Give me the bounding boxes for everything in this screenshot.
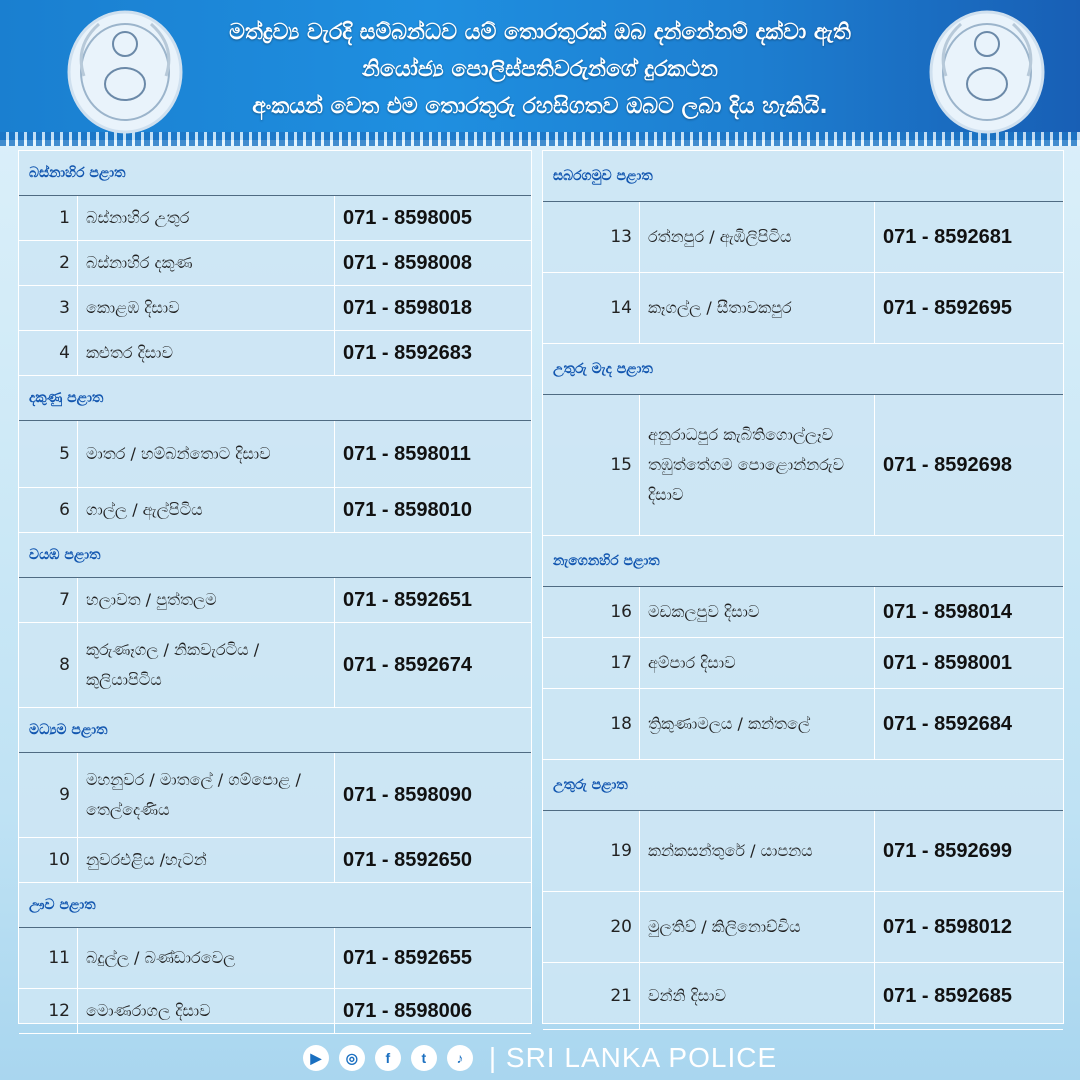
phone-number[interactable]: 071 - 8592683 — [343, 341, 473, 364]
row-number: 4 — [59, 343, 70, 363]
twitter-icon[interactable]: t — [411, 1045, 437, 1071]
phone-number[interactable]: 071 - 8598012 — [883, 915, 1013, 938]
table-row — [543, 587, 1063, 638]
region-title: වයඹ පළාත — [29, 547, 101, 563]
region-heading — [19, 376, 531, 421]
table-row — [543, 202, 1063, 273]
footer-bar — [0, 1036, 1080, 1080]
table-row — [543, 273, 1063, 344]
table-row — [19, 286, 531, 331]
division-name: මඩකලපුව දිසාව — [639, 587, 875, 637]
police-emblem-icon — [64, 6, 186, 134]
division-name: නුවරඑළිය /හැටන් — [77, 838, 335, 882]
row-number: 13 — [610, 227, 632, 247]
phone-number[interactable]: 071 - 8592685 — [883, 984, 1013, 1007]
division-name: කළුතර දිසාව — [77, 331, 335, 375]
row-number: 18 — [610, 714, 632, 734]
row-number: 11 — [48, 948, 70, 968]
division-name: කෑගල්ල / සීතාවකපුර — [639, 273, 875, 343]
contacts-panel-left — [18, 150, 532, 1024]
phone-number[interactable]: 071 - 8598011 — [343, 442, 471, 465]
region-heading — [19, 151, 531, 196]
table-row — [19, 196, 531, 241]
table-row — [19, 578, 531, 623]
phone-number[interactable]: 071 - 8592699 — [883, 839, 1013, 862]
region-title: නැගෙනහිර පළාත — [553, 553, 660, 569]
tiktok-icon[interactable]: ♪ — [447, 1045, 473, 1071]
phone-number[interactable]: 071 - 8592684 — [883, 712, 1013, 735]
header-divider — [0, 132, 1080, 146]
region-title: මධ්‍යම පළාත — [29, 722, 108, 738]
row-number: 1 — [59, 208, 70, 228]
phone-number[interactable]: 071 - 8598014 — [883, 600, 1013, 623]
contacts-panel-right — [542, 150, 1064, 1024]
division-name: මහනුවර / මාතලේ / ගම්පොළ / තෙල්දෙණිය — [77, 753, 335, 837]
table-row — [543, 395, 1063, 536]
region-title: උතුරු පළාත — [553, 777, 628, 793]
phone-number[interactable]: 071 - 8598008 — [343, 251, 473, 274]
row-number: 20 — [610, 917, 632, 937]
title-line: මත්ද්‍රව්‍ය වැරදි සම්බන්ධව යම් තොරතුරක් ඔබ දන්නේනම් දක්වා ඇති — [229, 20, 851, 45]
row-number: 12 — [48, 1001, 70, 1021]
row-number: 5 — [59, 444, 70, 464]
row-number: 7 — [59, 590, 70, 610]
row-number: 2 — [59, 253, 70, 273]
region-heading — [543, 151, 1063, 202]
row-number: 17 — [610, 653, 632, 673]
phone-number[interactable]: 071 - 8592651 — [343, 588, 473, 611]
row-number: 6 — [59, 500, 70, 520]
phone-number[interactable]: 071 - 8592681 — [883, 225, 1013, 248]
region-heading — [543, 760, 1063, 811]
table-row — [19, 753, 531, 838]
row-number: 3 — [59, 298, 70, 318]
row-number: 8 — [59, 655, 70, 675]
division-name: කුරුණෑගල / නිකවැරටිය / කුලියාපිටිය — [77, 623, 335, 707]
row-number: 10 — [48, 850, 70, 870]
table-row — [543, 689, 1063, 760]
table-row — [19, 421, 531, 488]
table-row — [19, 488, 531, 533]
row-number: 16 — [610, 602, 632, 622]
phone-number[interactable]: 071 - 8598001 — [883, 651, 1013, 674]
instagram-icon[interactable]: ◎ — [339, 1045, 365, 1071]
row-number: 9 — [59, 785, 70, 805]
phone-number[interactable]: 071 - 8592698 — [883, 453, 1013, 476]
table-row — [543, 963, 1063, 1030]
table-row — [19, 331, 531, 376]
region-heading — [19, 533, 531, 578]
division-name: මොණරාගල දිසාව — [77, 989, 335, 1033]
region-title: බස්නාහිර පළාත — [29, 165, 126, 181]
division-name: බස්නාහිර උතුර — [77, 196, 335, 240]
table-row — [19, 241, 531, 286]
phone-number[interactable]: 071 - 8598090 — [343, 783, 473, 806]
phone-number[interactable]: 071 - 8592674 — [343, 653, 473, 676]
division-name: අනුරාධපුර කැබිතිගොල්ලෑව තඹුත්තේගම පොළොන්නරුව දිසාව — [639, 395, 875, 535]
division-name: හලාවත / පුත්තලම — [77, 578, 335, 622]
region-title: සබරගමුව පළාත — [553, 168, 653, 184]
title-line: නියෝජ්‍ය පොලිස්පතිවරුන්ගේ දුරකථන — [362, 57, 718, 82]
phone-number[interactable]: 071 - 8598005 — [343, 206, 473, 229]
table-row — [19, 623, 531, 708]
phone-number[interactable]: 071 - 8592655 — [343, 946, 473, 969]
row-number: 19 — [610, 841, 632, 861]
region-heading — [19, 708, 531, 753]
region-heading — [543, 344, 1063, 395]
division-name: අම්පාර දිසාව — [639, 638, 875, 688]
row-number: 21 — [610, 986, 632, 1006]
division-name: කොළඹ දිසාව — [77, 286, 335, 330]
table-row — [543, 811, 1063, 892]
page-title — [170, 14, 910, 125]
phone-number[interactable]: 071 - 8598010 — [343, 498, 473, 521]
division-name: මාතර / හම්බන්තොට දිසාව — [77, 421, 335, 487]
phone-number[interactable]: 071 - 8598018 — [343, 296, 473, 319]
row-number: 15 — [610, 455, 632, 475]
facebook-icon[interactable]: f — [375, 1045, 401, 1071]
region-heading — [19, 883, 531, 928]
region-title: දකුණු පළාත — [29, 390, 104, 406]
youtube-icon[interactable]: ▶ — [303, 1045, 329, 1071]
table-row — [19, 989, 531, 1034]
row-number: 14 — [610, 298, 632, 318]
division-name: ත්‍රිකුණාමලය / කන්තලේ — [639, 689, 875, 759]
phone-number[interactable]: 071 - 8592650 — [343, 848, 473, 871]
brand-name: | SRI LANKA POLICE — [488, 1042, 778, 1073]
title-line: අංකයන් වෙත එම තොරතුරු රහසිගතව ඔබට ලබා දිය හැකියි. — [252, 94, 828, 119]
police-emblem-icon — [926, 6, 1048, 134]
region-title: ඌව පළාත — [29, 897, 96, 913]
division-name: ගාල්ල / ඇල්පිටිය — [77, 488, 335, 532]
division-name: බස්නාහිර දකුණ — [77, 241, 335, 285]
division-name: රත්නපුර / ඇඹිලිපිටිය — [639, 202, 875, 272]
division-name: මුලතිව් / කිලිනොච්චිය — [639, 892, 875, 962]
region-title: උතුරු මැද පළාත — [553, 361, 653, 377]
division-name: කන්කසන්තුරේ / යාපනය — [639, 811, 875, 891]
table-row — [543, 892, 1063, 963]
table-row — [19, 928, 531, 989]
phone-number[interactable]: 071 - 8598006 — [343, 999, 473, 1022]
region-heading — [543, 536, 1063, 587]
division-name: බදුල්ල / බණ්ඩාරවෙල — [77, 928, 335, 988]
table-row — [543, 638, 1063, 689]
table-row — [19, 838, 531, 883]
division-name: වන්නි දිසාව — [639, 963, 875, 1029]
phone-number[interactable]: 071 - 8592695 — [883, 296, 1013, 319]
